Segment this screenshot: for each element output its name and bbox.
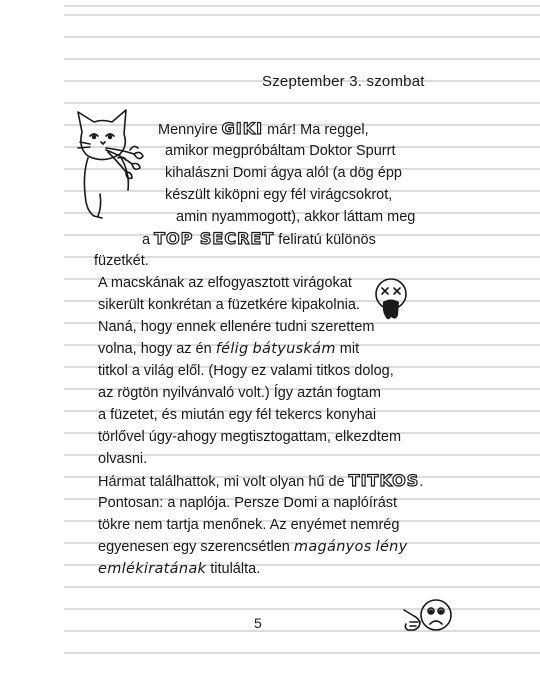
- text-line: [98, 382, 381, 404]
- cat-with-flowers-icon: [72, 106, 152, 226]
- text-line: [98, 294, 360, 316]
- text-segment: titulálta.: [206, 561, 261, 577]
- text-line: [98, 558, 260, 580]
- text-line: [165, 162, 402, 184]
- text-line: [98, 492, 397, 514]
- text-segment: feliratú különös: [274, 232, 376, 248]
- text-segment: Pontosan: a naplója. Persze Domi a naplóírást: [98, 495, 398, 511]
- text-segment: füzetkét.: [94, 253, 149, 269]
- diary-date: Szeptember 3. szombat: [262, 73, 425, 90]
- dead-face-icon: [370, 275, 412, 323]
- text-line: [98, 426, 401, 448]
- text-segment: titkol a világ elől. (Hogy ez valami titkos dolog,: [98, 363, 394, 379]
- text-line: [142, 228, 376, 251]
- emphasis-word: TITKOS: [348, 471, 420, 490]
- page-number: 5: [254, 615, 262, 631]
- handwritten-word: magányos: [293, 539, 372, 555]
- text-segment: tökre nem tartja menőnek. Az enyémet nemrég: [98, 517, 400, 533]
- text-line: [98, 404, 376, 426]
- text-segment: az rögtön nyilvánvaló volt.) Így aztán fogtam: [98, 385, 381, 401]
- text-line: [98, 338, 359, 360]
- text-line: [94, 250, 149, 272]
- handwritten-word: bátyuskám: [252, 341, 336, 357]
- text-segment: olvasni.: [98, 451, 148, 467]
- text-segment: mit: [335, 341, 360, 357]
- text-segment: törlővel úgy-ahogy megtisztogattam, elkezdtem: [98, 429, 402, 445]
- text-segment: amin nyammogott), akkor láttam meg: [176, 209, 416, 225]
- text-line: [98, 272, 352, 294]
- emphasis-word: GIKI: [221, 119, 264, 138]
- text-line: [98, 316, 374, 338]
- handwritten-word: lény: [375, 539, 408, 555]
- text-line: [98, 514, 399, 536]
- text-line: [98, 448, 147, 470]
- text-segment: kihalászni Domi ágya alól (a dög épp: [165, 165, 402, 181]
- text-line: [98, 470, 423, 493]
- handwritten-word: emlékiratának: [98, 561, 207, 577]
- worried-face-pointing-icon: [400, 596, 456, 640]
- text-segment: sikerült konkrétan a füzetkére kipakolnia.: [98, 297, 360, 313]
- text-segment: a: [142, 232, 155, 248]
- text-segment: amikor megpróbáltam Doktor Spurrt: [165, 143, 396, 159]
- text-segment: készült kiköpni egy fél virágcsokrot,: [165, 187, 393, 203]
- text-line: [98, 360, 394, 382]
- text-line: [165, 140, 395, 162]
- text-segment: volna, hogy az én: [98, 341, 216, 357]
- text-segment: A macskának az elfogyasztott virágokat: [98, 275, 352, 291]
- handwritten-word: félig: [215, 341, 249, 357]
- text-segment: egyenesen egy szerencsétlen: [98, 539, 294, 555]
- text-segment: Hármat találhattok, mi volt olyan hű de: [98, 474, 349, 490]
- text-segment: a füzetet, és miután egy fél tekercs konyhai: [98, 407, 377, 423]
- text-line: [98, 536, 408, 558]
- text-segment: Naná, hogy ennek ellenére tudni szerettem: [98, 319, 375, 335]
- text-segment: már! Ma reggel,: [263, 122, 369, 138]
- text-line: [165, 184, 392, 206]
- text-segment: Mennyire: [158, 122, 222, 138]
- emphasis-word: TOP SECRET: [154, 229, 275, 248]
- text-line: [176, 206, 415, 228]
- text-segment: .: [419, 474, 424, 490]
- text-line: [158, 118, 369, 141]
